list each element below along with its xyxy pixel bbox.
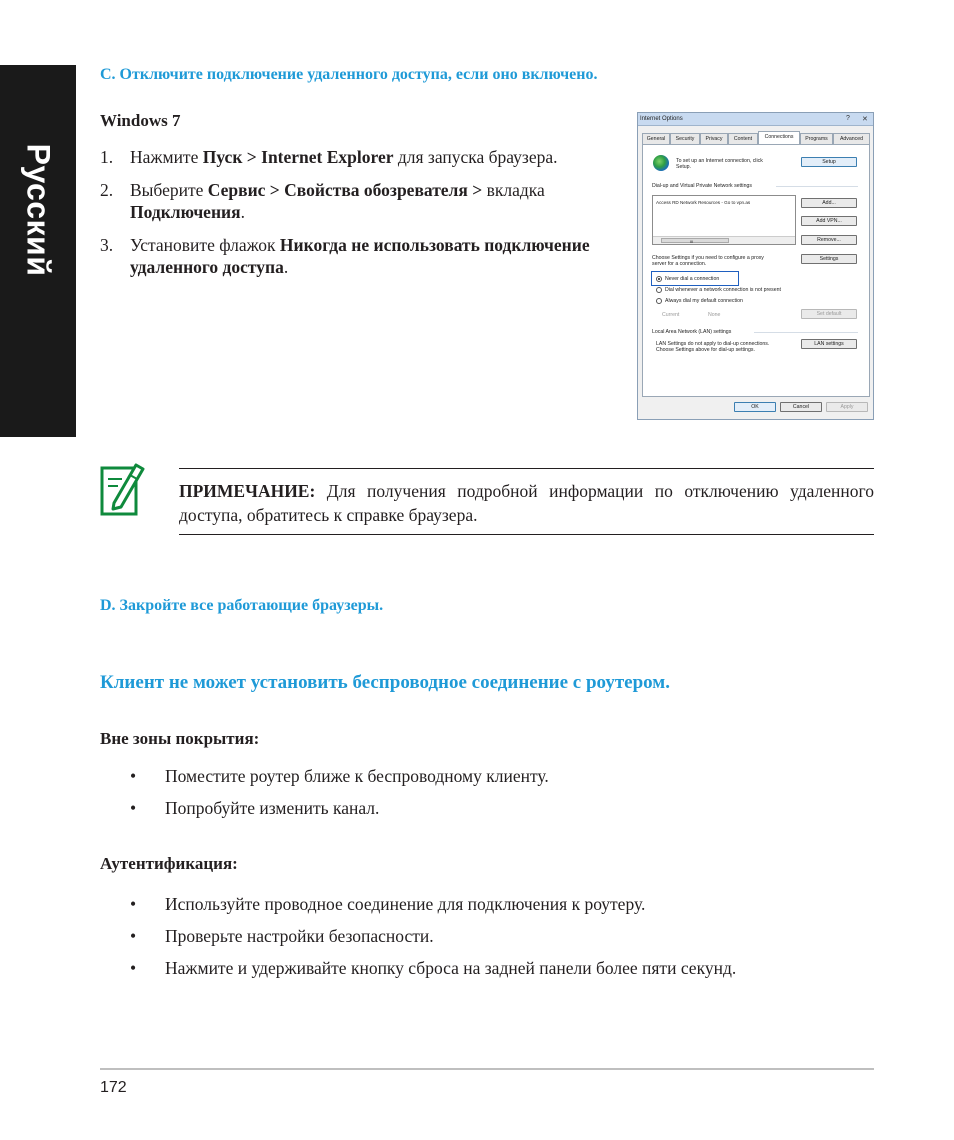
radio-always-dial[interactable] bbox=[656, 298, 662, 304]
client-issue-heading: Клиент не может установить беспроводное соединение с роутером. bbox=[100, 672, 670, 693]
bullet-icon: • bbox=[130, 766, 137, 786]
dialog-title-bar bbox=[638, 113, 873, 126]
note-label: ПРИМЕЧАНИЕ: bbox=[179, 481, 316, 501]
radio-never-dial[interactable] bbox=[656, 276, 662, 282]
cancel-button[interactable]: Cancel bbox=[780, 402, 822, 412]
list-item: • Поместите роутер ближе к беспроводному клиенту. bbox=[130, 766, 549, 786]
proxy-hint-line-2: server for a connection. bbox=[652, 261, 707, 267]
setup-button[interactable]: Setup bbox=[801, 157, 857, 167]
internet-options-dialog bbox=[637, 112, 874, 420]
setup-hint-line-2: Setup. bbox=[676, 164, 691, 170]
list-item: • Используйте проводное соединение для подключения к роутеру. bbox=[130, 894, 646, 914]
footer-rule bbox=[100, 1068, 874, 1070]
help-icon[interactable]: ? bbox=[846, 115, 850, 122]
note-bottom-rule bbox=[179, 534, 874, 535]
auth-title: Аутентификация: bbox=[100, 854, 238, 873]
note-text bbox=[179, 479, 874, 527]
steps-list bbox=[100, 146, 612, 289]
dialup-group-line bbox=[776, 186, 858, 187]
lan-group-label: Local Area Network (LAN) settings bbox=[652, 329, 732, 335]
section-c-heading: C. Отключите подключение удаленного доступа, если оно включено. bbox=[100, 66, 598, 83]
scrollbar-thumb[interactable]: III bbox=[661, 238, 729, 243]
tab-advanced[interactable]: Advanced bbox=[833, 133, 870, 144]
dialup-group-label: Dial-up and Virtual Private Network settings bbox=[652, 183, 752, 189]
step-3: 3. Установите флажок Никогда не использовать подключение удаленного доступа. bbox=[100, 235, 590, 277]
step-2: 2. Выберите Сервис > Свойства обозревателя > вкладка Подключения. bbox=[100, 180, 545, 222]
proxy-hint-line-1: Choose Settings if you need to configure a proxy bbox=[652, 255, 764, 261]
auth-list bbox=[100, 893, 874, 989]
lan-settings-button[interactable]: LAN settings bbox=[801, 339, 857, 349]
note-top-rule bbox=[179, 468, 874, 469]
list-item: • Нажмите и удерживайте кнопку сброса на задней панели более пяти секунд. bbox=[130, 958, 737, 978]
bullet-icon: • bbox=[130, 894, 137, 914]
dialog-title: Internet Options bbox=[640, 116, 683, 122]
apply-button[interactable]: Apply bbox=[826, 402, 868, 412]
setup-hint-line-1: To set up an Internet connection, click bbox=[676, 158, 763, 164]
windows-7-title: Windows 7 bbox=[100, 111, 181, 130]
bullet-icon: • bbox=[130, 926, 137, 946]
tab-general[interactable]: General bbox=[642, 133, 670, 144]
set-default-button[interactable]: Set default bbox=[801, 309, 857, 319]
bullet-icon: • bbox=[130, 798, 137, 818]
language-side-tab bbox=[0, 65, 76, 437]
radio-always-dial-label: Always dial my default connection bbox=[665, 298, 743, 304]
add-button[interactable]: Add... bbox=[801, 198, 857, 208]
list-item-vpn[interactable]: Access RD Network Resources - Go to vpn.as bbox=[656, 200, 751, 205]
globe-icon bbox=[653, 155, 669, 171]
lan-hint-line-2: Choose Settings above for dial-up settings. bbox=[656, 347, 755, 353]
lan-hint-line-1: LAN Settings do not apply to dial-up connections. bbox=[656, 341, 770, 347]
tab-programs[interactable]: Programs bbox=[800, 133, 833, 144]
tab-security[interactable]: Security bbox=[670, 133, 700, 144]
section-d-heading: D. Закройте все работающие браузеры. bbox=[100, 597, 384, 614]
coverage-list bbox=[100, 765, 874, 829]
radio-dial-whenever-label: Dial whenever a network connection is not present bbox=[665, 287, 781, 293]
page-number: 172 bbox=[100, 1079, 127, 1096]
step-1: 1. Нажмите Пуск > Internet Explorer для запуска браузера. bbox=[100, 147, 558, 167]
tab-connections[interactable]: Connections bbox=[758, 131, 800, 144]
radio-dial-whenever[interactable] bbox=[656, 287, 662, 293]
add-vpn-button[interactable]: Add VPN... bbox=[801, 216, 857, 226]
settings-button[interactable]: Settings bbox=[801, 254, 857, 264]
tab-content[interactable]: Content bbox=[728, 133, 758, 144]
current-value: None bbox=[708, 312, 721, 318]
connections-list[interactable] bbox=[652, 195, 796, 245]
tab-privacy[interactable]: Privacy bbox=[700, 133, 728, 144]
ok-button[interactable]: OK bbox=[734, 402, 776, 412]
radio-never-dial-label: Never dial a connection bbox=[665, 276, 720, 282]
current-label: Current bbox=[662, 312, 680, 318]
coverage-title: Вне зоны покрытия: bbox=[100, 729, 260, 748]
remove-button[interactable]: Remove... bbox=[801, 235, 857, 245]
close-icon[interactable]: ✕ bbox=[862, 116, 868, 123]
bullet-icon: • bbox=[130, 958, 137, 978]
list-scrollbar[interactable] bbox=[653, 236, 795, 244]
list-item: • Проверьте настройки безопасности. bbox=[130, 926, 434, 946]
note-body: Для получения подробной информации по отключению удаленного доступа, обратитесь к справке браузера. bbox=[179, 481, 874, 525]
list-item: • Попробуйте изменить канал. bbox=[130, 798, 380, 818]
language-label: Русский bbox=[20, 143, 57, 277]
note-pencil-icon bbox=[100, 459, 146, 517]
lan-group-line bbox=[754, 332, 858, 333]
